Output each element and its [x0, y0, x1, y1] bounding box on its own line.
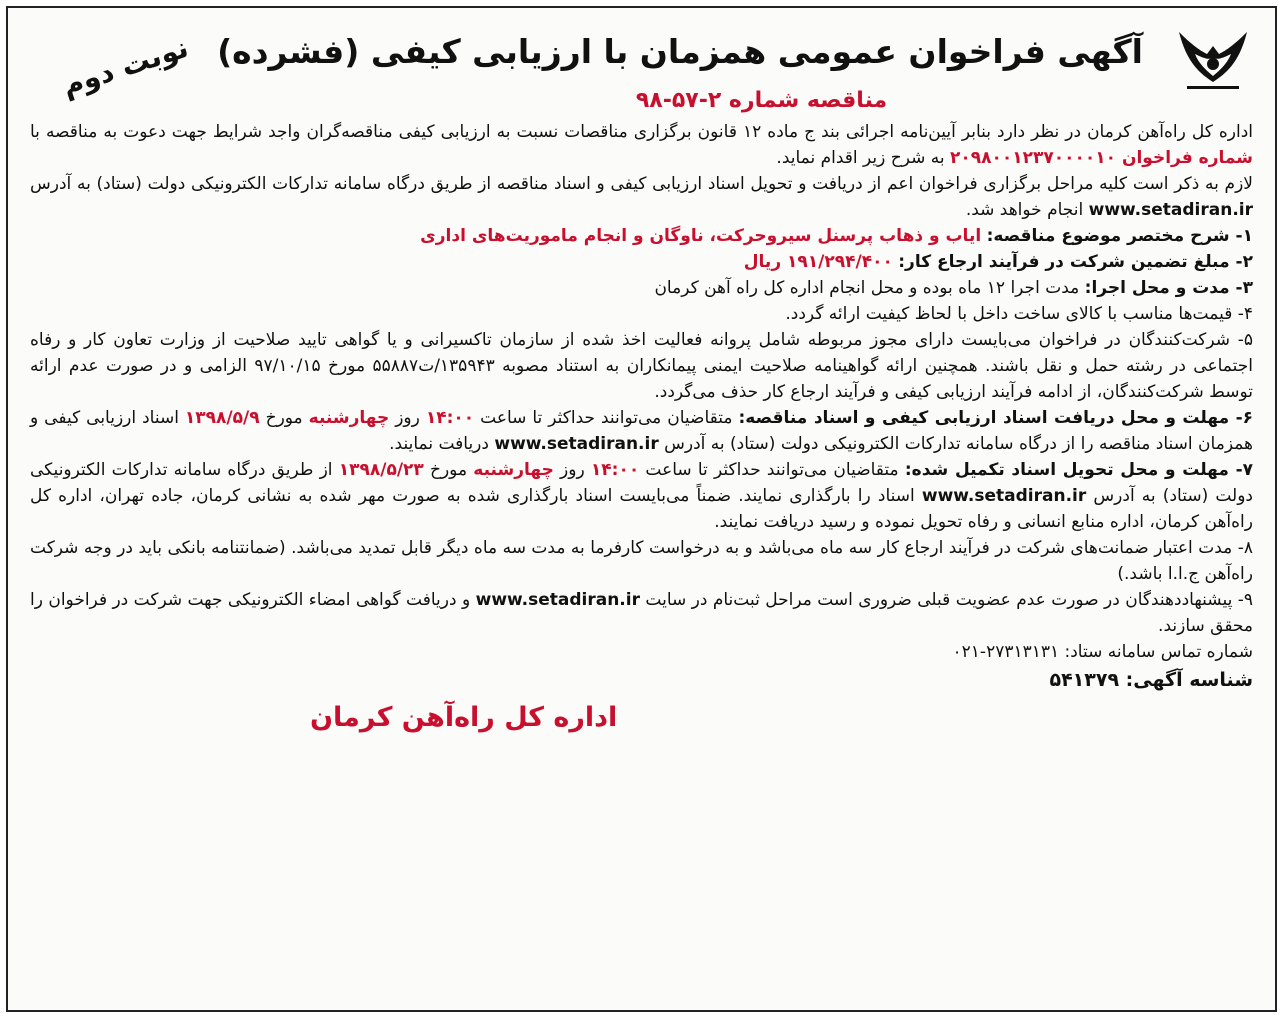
- item-3-label: ۳- مدت و محل اجرا:: [1084, 278, 1253, 298]
- intro-text-2: لازم به ذکر است کلیه مراحل برگزاری فراخوان اعم از دریافت و تحویل اسناد ارزیابی کیفی و اسناد مناقصه از طریق درگاه سامانه تدارکات الکترونیکی دولت (ستاد) به آدرس: [30, 174, 1253, 194]
- item-9-text-a: ۹- پیشنهاددهندگان در صورت عدم عضویت قبلی ضروری است مراحل ثبت‌نام در سایت: [645, 590, 1254, 610]
- item-7-date: ۱۳۹۸/۵/۲۳: [338, 460, 424, 480]
- tender-number: مناقصه شماره ۲-۵۷-۹۸: [635, 88, 888, 113]
- item-1: [30, 223, 1253, 249]
- item-6-tail: دریافت نمایند.: [389, 434, 489, 454]
- item-8: ۸- مدت اعتبار ضمانت‌های شرکت در فرآیند ارجاع کار سه ماه می‌باشد و به درخواست کارفرما به مدت سه ماه دیگر قابل تمدید می‌باشد. (ضمانتنامه بانکی باید در وجه شرکت راه‌آهن ج.ا.ا باشد.): [30, 538, 1253, 584]
- item-4: ۴- قیمت‌ها مناسب با کالای ساخت داخل با لحاظ کیفیت ارائه گردد.: [785, 304, 1253, 324]
- item-5: ۵- شرکت‌کنندگان در فراخوان می‌بایست دارای مجوز مربوطه شامل پروانه فعالیت اخذ شده از سازمان تاکسیرانی و یا گواهی تایید صلاحیت از وزارت تعاون کار و رفاه اجتماعی در رشته حمل و نقل باشند. همچنین ارائه گواهینامه صلاحیت ایمنی پیمانکاران به استناد مصوبه ۱۳۵۹۴۳/ت۵۵۸۸۷ مورخ ۹۷/۱۰/۱۵ الزامی و در صورت عدم ارائه توسط شرکت‌کنندگان، از ادامه فرآیند ارزیابی کیفی و فرآیند ارجاع کار حذف می‌گردد.: [30, 330, 1253, 402]
- item-6-day: چهارشنبه: [308, 408, 390, 428]
- item-6-time: ۱۴:۰۰: [425, 408, 475, 428]
- item-1-value: ایاب و ذهاب پرسنل سیروحرکت، ناوگان و انجام ماموریت‌های اداری: [420, 226, 982, 246]
- setad-link[interactable]: www.setadiran.ir: [1088, 200, 1253, 220]
- item-7-time: ۱۴:۰۰: [590, 460, 640, 480]
- contact-number: شماره تماس سامانه ستاد: ۲۷۳۱۳۱۳۱-۰۲۱: [952, 642, 1253, 662]
- railway-wing-logo-icon: [1173, 24, 1253, 94]
- setad-link-4[interactable]: www.setadiran.ir: [475, 590, 640, 610]
- item-1-label: ۱- شرح مختصر موضوع مناقصه:: [986, 226, 1253, 246]
- item-7-day: چهارشنبه: [473, 460, 554, 480]
- item-7-tail: اسناد را بارگذاری نمایند. ضمناً می‌بایست اسناد بارگذاری شده به صورت مهر شده به نشانی کرمان، جاده تهران، اداره کل راه‌آهن کرمان، اداره منابع انسانی و رفاه تحویل نموده و رسید دریافت نمایند.: [30, 486, 1253, 532]
- item-7: [30, 457, 1253, 535]
- item-7-text-c: مورخ: [430, 460, 468, 480]
- organization-name: اداره کل راه‌آهن کرمان: [310, 702, 618, 733]
- item-6: [30, 405, 1253, 457]
- item-9-text-b: و دریافت گواهی امضاء الکترونیکی جهت شرکت در فراخوان را محقق سازند.: [30, 590, 1253, 636]
- setad-link-2[interactable]: www.setadiran.ir: [494, 434, 659, 454]
- item-6-text-b: روز: [395, 408, 420, 428]
- intro-tail: به شرح زیر اقدام نماید.: [776, 148, 945, 168]
- page-title: آگهی فراخوان عمومی همزمان با ارزیابی کیفی (فشرده): [217, 32, 1143, 71]
- item-7-text-b: روز: [560, 460, 585, 480]
- item-3: [30, 275, 1253, 301]
- item-6-date: ۱۳۹۸/۵/۹: [184, 408, 260, 428]
- ad-id: شناسه آگهی: ۵۴۱۳۷۹: [1049, 669, 1253, 691]
- setad-link-3[interactable]: www.setadiran.ir: [921, 486, 1087, 506]
- item-6-text-a: متقاضیان می‌توانند حداکثر تا ساعت: [480, 408, 733, 428]
- intro-text: اداره کل راه‌آهن کرمان در نظر دارد بنابر آیین‌نامه اجرائی بند ج ماده ۱۲ قانون برگزاری مناقصات نسبت به ارزیابی کیفی مناقصه‌گران واجد شرایط جهت دعوت به مناقصه با: [30, 122, 1253, 142]
- item-2-label: ۲- مبلغ تضمین شرکت در فرآیند ارجاع کار:: [898, 252, 1253, 272]
- item-7-label: ۷- مهلت و محل تحویل اسناد تکمیل شده:: [904, 460, 1254, 480]
- footer: [30, 669, 1253, 739]
- item-2: [30, 249, 1253, 275]
- item-7-text-a: متقاضیان می‌توانند حداکثر تا ساعت: [645, 460, 899, 480]
- item-6-label: ۶- مهلت و محل دریافت اسناد ارزیابی کیفی و اسناد مناقصه:: [738, 408, 1254, 428]
- item-3-value: مدت اجرا ۱۲ ماه بوده و محل انجام اداره کل راه آهن کرمان: [654, 278, 1080, 298]
- call-number: شماره فراخوان ۲۰۹۸۰۰۱۲۳۷۰۰۰۰۱۰: [950, 148, 1253, 168]
- notice-frame: [6, 6, 1277, 1012]
- item-6-text-d: اسناد ارزیابی کیفی و همزمان اسناد مناقصه را از درگاه سامانه تدارکات الکترونیکی دولت (ستاد) به آدرس: [30, 408, 1253, 454]
- item-9: [30, 587, 1253, 639]
- intro-paragraph-2: [30, 171, 1253, 223]
- item-7-text-d: از طریق درگاه سامانه تدارکات الکترونیکی دولت (ستاد) به آدرس: [30, 460, 1253, 506]
- item-2-value: ۱۹۱/۲۹۴/۴۰۰ ریال: [743, 252, 893, 272]
- intro-paragraph-1: [30, 119, 1253, 171]
- round-label: نوبت دوم: [58, 30, 193, 103]
- item-6-text-c: مورخ: [265, 408, 303, 428]
- intro-tail-2: انجام خواهد شد.: [965, 200, 1084, 220]
